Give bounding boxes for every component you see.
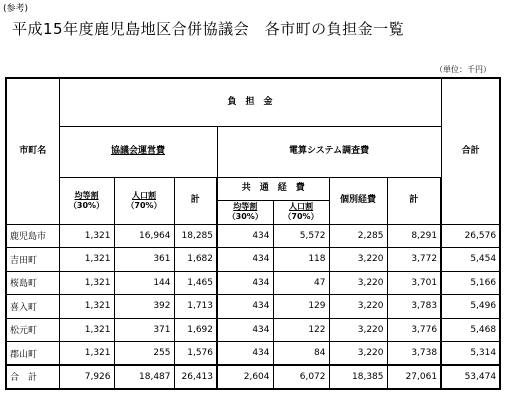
system-equal-value: 434 [217,342,273,366]
council-pop-value: 371 [114,318,174,342]
council-pop-value: 361 [114,248,174,272]
burden-header: 負 担 金 [59,78,441,126]
system-pop-value: 47 [273,271,329,295]
system-pop-value: 122 [273,318,329,342]
council-subtotal-value: 1,682 [174,248,217,272]
table-row [6,224,500,248]
grand-total-header: 合計 [441,78,500,224]
unit-label: （単位：千円） [435,65,491,74]
council-equal-label: 均等割 [74,190,99,200]
system-subtotal-value: 3,738 [387,342,441,366]
system-subtotal-value: 8,291 [387,224,441,248]
individual-cost-total: 18,385 [329,365,387,389]
council-pop-value: 392 [114,295,174,319]
total-label: 合 計 [6,365,59,389]
individual-cost-value: 3,220 [329,318,387,342]
system-equal-label: 均等割 [233,202,258,211]
council-equal-value: 1,321 [59,224,114,248]
system-pop-pct: （70%） [283,212,319,221]
council-pop-total: 18,487 [114,365,174,389]
municipality-name: 鹿児島市 [6,224,59,248]
common-cost-header: 共 通 経 費 [217,177,329,200]
individual-cost-value: 3,220 [329,342,387,366]
system-pop-value: 5,572 [273,224,329,248]
individual-cost-value: 3,220 [329,248,387,272]
council-equal-value: 1,321 [59,271,114,295]
system-subtotal-value: 3,776 [387,318,441,342]
system-pop-value: 84 [273,342,329,366]
council-pop-pct: （70%） [126,200,162,210]
individual-cost-header: 個別経費 [329,177,387,224]
municipality-name: 喜入町 [6,295,59,319]
council-pop-label: 人口割 [132,190,156,200]
system-survey-header: 電算システム調査費 [217,126,441,177]
council-subtotal-value: 18,285 [174,224,217,248]
municipality-name: 松元町 [6,318,59,342]
council-equal-value: 1,321 [59,295,114,319]
system-equal-total: 2,604 [217,365,273,389]
table-row [6,342,500,366]
table-row [6,295,500,319]
page-title: 平成15年度鹿児島地区合併協議会 各市町の負担金一覧 [12,20,405,38]
municipality-header: 市町名 [6,78,59,224]
row-total-value: 5,468 [441,318,500,342]
council-cost-label: 協議会運営費 [110,145,165,156]
council-equal-header [59,177,114,224]
council-pop-value: 255 [114,342,174,366]
burden-table [5,77,501,390]
table-row [6,248,500,272]
council-equal-pct: （30%） [68,200,105,210]
individual-cost-value: 3,220 [329,295,387,319]
system-pop-header [273,200,329,224]
system-pop-value: 129 [273,295,329,319]
council-subtotal-value: 1,465 [174,271,217,295]
council-pop-value: 144 [114,271,174,295]
table-row [6,318,500,342]
municipality-name: 桜島町 [6,271,59,295]
council-pop-header [114,177,174,224]
system-pop-value: 118 [273,248,329,272]
system-equal-value: 434 [217,271,273,295]
council-subtotal-value: 1,576 [174,342,217,366]
table-row [6,271,500,295]
system-equal-pct: （30%） [227,212,263,221]
council-equal-value: 1,321 [59,318,114,342]
individual-cost-value: 2,285 [329,224,387,248]
system-subtotal-header: 計 [387,177,441,224]
council-subtotal-total: 26,413 [174,365,217,389]
council-subtotal-header: 計 [174,177,217,224]
total-row [6,365,500,389]
council-equal-value: 1,321 [59,248,114,272]
row-total-value: 5,454 [441,248,500,272]
system-equal-value: 434 [217,248,273,272]
system-pop-label: 人口割 [289,202,313,211]
row-total-value: 5,496 [441,295,500,319]
row-total-value: 5,166 [441,271,500,295]
council-equal-value: 1,321 [59,342,114,366]
municipality-name: 吉田町 [6,248,59,272]
row-total-value: 5,314 [441,342,500,366]
council-subtotal-value: 1,692 [174,318,217,342]
council-subtotal-value: 1,713 [174,295,217,319]
reference-note: (参考) [3,4,29,14]
system-equal-value: 434 [217,318,273,342]
system-subtotal-value: 3,783 [387,295,441,319]
system-subtotal-total: 27,061 [387,365,441,389]
municipality-name: 郡山町 [6,342,59,366]
row-total-value: 26,576 [441,224,500,248]
system-subtotal-value: 3,772 [387,248,441,272]
individual-cost-value: 3,220 [329,271,387,295]
system-pop-total: 6,072 [273,365,329,389]
system-equal-value: 434 [217,295,273,319]
council-pop-value: 16,964 [114,224,174,248]
council-equal-total: 7,926 [59,365,114,389]
system-subtotal-value: 3,701 [387,271,441,295]
grand-total-value: 53,474 [441,365,500,389]
council-cost-header [59,126,217,177]
system-equal-header [217,200,273,224]
system-equal-value: 434 [217,224,273,248]
